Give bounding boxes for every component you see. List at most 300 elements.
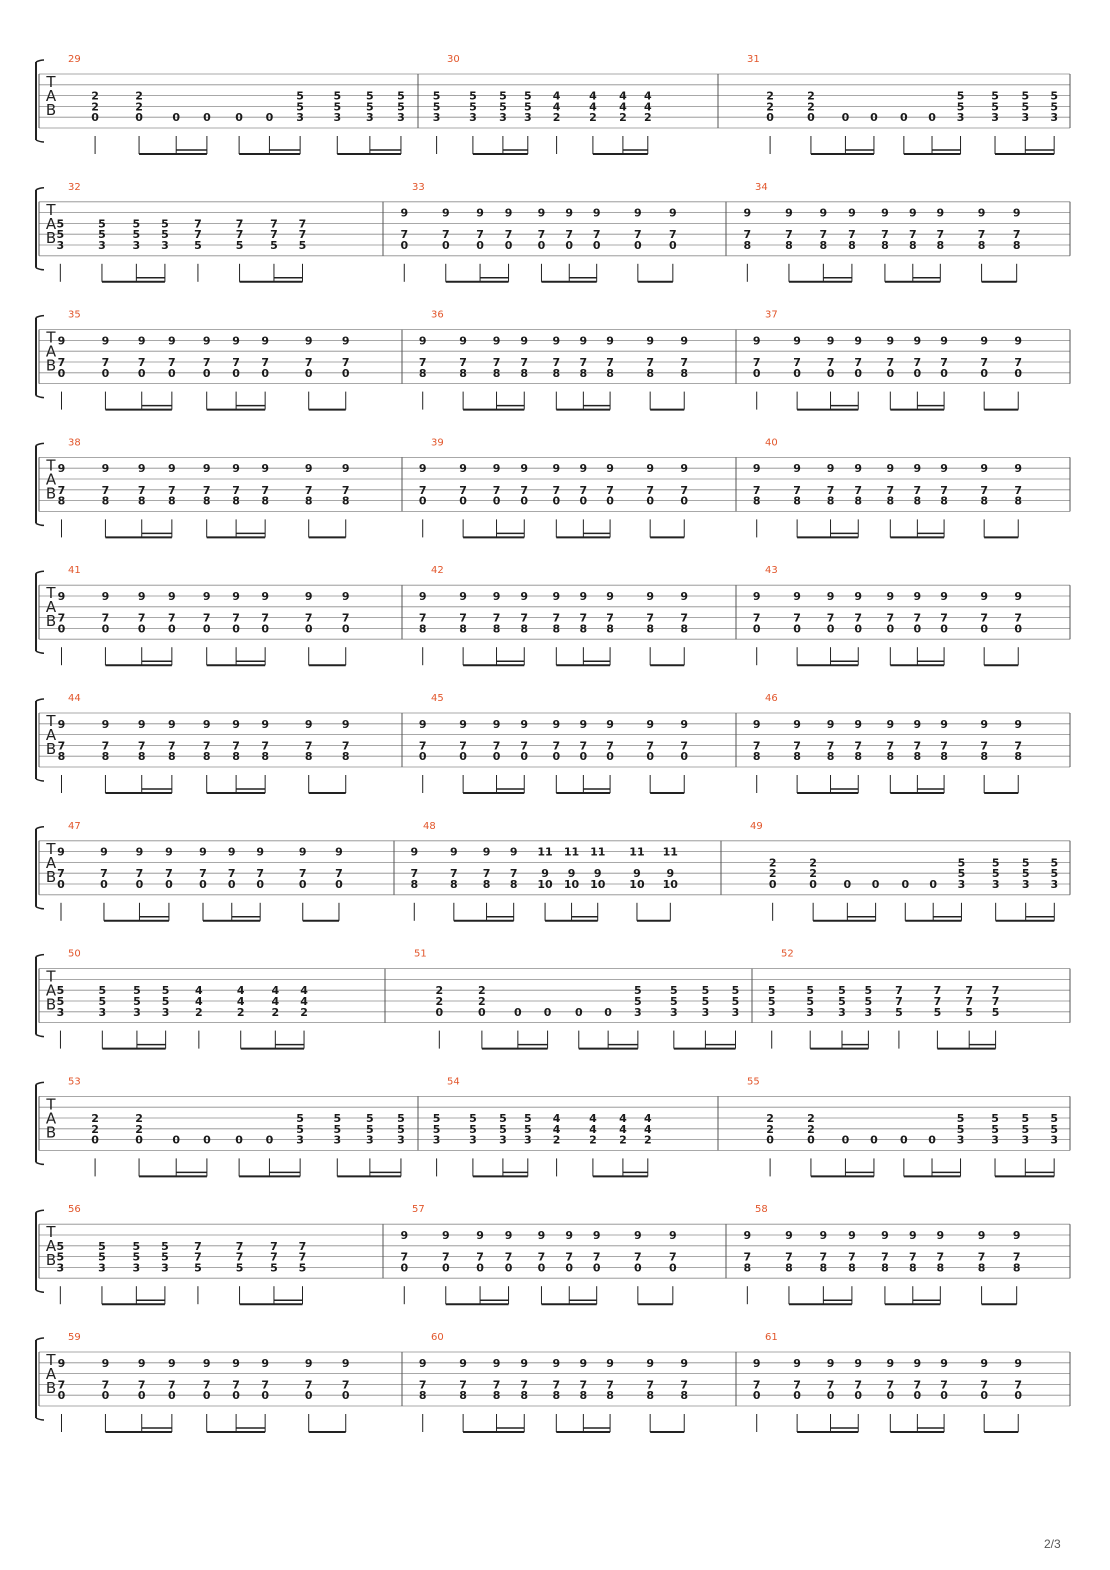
fret-number: 4 (552, 1112, 561, 1125)
measure-number: 49 (750, 820, 763, 832)
fret-number: 5 (767, 995, 776, 1008)
fret-number: 7 (1012, 228, 1021, 242)
system-bracket-bottom (36, 907, 44, 909)
fret-number: 9 (940, 462, 948, 476)
fret-number: 5 (499, 1112, 507, 1125)
fret-number: 0 (766, 111, 774, 125)
fret-number: 7 (606, 483, 614, 497)
fret-number: 7 (341, 739, 350, 753)
fret-number: 9 (202, 717, 211, 731)
fret-number: 8 (819, 239, 828, 252)
measure-number: 53 (68, 1076, 81, 1088)
fret-number: 0 (418, 750, 427, 764)
fret-number: 8 (579, 366, 588, 380)
fret-number: 0 (341, 1389, 350, 1403)
system-bracket-top (36, 1210, 44, 1212)
fret-number: 5 (701, 984, 710, 998)
fret-number: 8 (492, 622, 501, 636)
fret-number: 3 (132, 1261, 141, 1275)
fret-number: 5 (397, 1112, 405, 1125)
fret-number: 5 (864, 995, 873, 1008)
fret-number: 0 (304, 366, 313, 380)
fret-number: 7 (1014, 1378, 1023, 1392)
fret-number: 3 (1021, 878, 1030, 891)
tab-clef-letter: A (45, 470, 57, 489)
fret-number: 0 (843, 878, 852, 891)
fret-number: 3 (98, 1261, 106, 1275)
tab-clef-letter: T (46, 200, 56, 219)
fret-number: 9 (848, 206, 856, 220)
tab-clef-letter: B (45, 995, 57, 1014)
fret-number: 0 (256, 878, 264, 891)
fret-number: 7 (991, 995, 1000, 1008)
fret-number: 4 (619, 1122, 627, 1136)
fret-number: 9 (552, 1356, 561, 1370)
fret-number: 9 (418, 462, 427, 476)
fret-number: 7 (886, 1378, 895, 1392)
fret-number: 9 (913, 1356, 922, 1370)
fret-number: 9 (168, 334, 176, 348)
fret-number: 5 (991, 1122, 999, 1136)
fret-number: 8 (980, 750, 988, 764)
fret-number: 9 (936, 1229, 945, 1242)
fret-number: 9 (606, 334, 614, 348)
fret-number: 7 (261, 739, 269, 753)
fret-number: 7 (165, 867, 173, 881)
fret-number: 9 (680, 590, 689, 603)
fret-number: 8 (520, 622, 529, 636)
fret-number: 9 (261, 717, 269, 731)
fret-number: 7 (418, 356, 427, 369)
fret-number: 9 (261, 334, 269, 348)
fret-number: 7 (793, 1378, 801, 1392)
fret-number: 9 (940, 1356, 948, 1370)
fret-number: 9 (593, 867, 602, 881)
fret-number: 9 (634, 1229, 642, 1242)
fret-number: 5 (895, 1005, 903, 1019)
fret-number: 4 (271, 984, 280, 998)
fret-number: 7 (646, 739, 654, 753)
fret-number: 7 (785, 228, 793, 242)
fret-number: 9 (227, 845, 236, 859)
fret-number: 5 (991, 89, 999, 103)
fret-number: 0 (202, 622, 211, 636)
fret-number: 9 (886, 462, 895, 476)
fret-number: 9 (793, 590, 801, 603)
system-bracket-bottom (36, 268, 44, 270)
fret-number: 7 (418, 739, 427, 753)
fret-number: 5 (523, 89, 532, 103)
fret-number: 7 (579, 483, 588, 497)
fret-number: 0 (492, 750, 501, 764)
fret-number: 7 (137, 739, 146, 753)
fret-number: 9 (634, 206, 642, 220)
fret-number: 9 (1014, 1356, 1023, 1370)
fret-number: 9 (232, 334, 240, 348)
fret-number: 9 (199, 845, 207, 859)
page-number: 2/3 (1044, 1537, 1061, 1551)
fret-number: 8 (57, 494, 66, 508)
fret-number: 4 (552, 100, 561, 114)
fret-number: 10 (563, 878, 580, 891)
fret-number: 5 (98, 1250, 106, 1264)
fret-number: 2 (435, 984, 444, 998)
measure-number: 44 (68, 693, 81, 704)
fret-number: 9 (57, 334, 66, 348)
fret-number: 7 (400, 228, 409, 242)
fret-number: 8 (57, 750, 66, 764)
fret-number: 7 (261, 483, 269, 497)
fret-number: 7 (980, 356, 988, 369)
tab-clef-letter: A (45, 1365, 57, 1383)
fret-number: 8 (785, 239, 793, 252)
fret-number: 7 (57, 356, 66, 369)
fret-number: 7 (232, 739, 240, 753)
fret-number: 4 (236, 984, 245, 998)
fret-number: 5 (56, 984, 65, 998)
fret-number: 9 (552, 462, 561, 476)
fret-number: 9 (137, 590, 146, 603)
fret-number: 5 (133, 995, 141, 1008)
fret-number: 7 (743, 228, 752, 242)
fret-number: 5 (1050, 1122, 1058, 1136)
fret-number: 7 (520, 356, 529, 369)
fret-number: 0 (232, 622, 240, 636)
fret-number: 2 (589, 111, 597, 125)
fret-number: 9 (854, 590, 863, 603)
fret-number: 0 (235, 1133, 243, 1147)
fret-number: 9 (854, 462, 863, 476)
fret-number: 0 (901, 878, 910, 891)
fret-number: 0 (854, 366, 863, 380)
fret-number: 2 (643, 1133, 652, 1147)
fret-number: 7 (270, 1250, 278, 1264)
fret-number: 7 (913, 611, 922, 625)
fret-number: 7 (743, 1250, 752, 1264)
fret-number: 2 (768, 856, 777, 870)
fret-number: 5 (523, 100, 532, 114)
system-bracket-top (36, 1082, 44, 1084)
fret-number: 8 (680, 1389, 689, 1403)
fret-number: 5 (432, 1112, 441, 1125)
fret-number: 9 (410, 845, 419, 859)
fret-number: 7 (552, 356, 561, 369)
fret-number: 7 (669, 1250, 677, 1264)
fret-number: 2 (135, 1122, 143, 1136)
fret-number: 7 (886, 483, 895, 497)
fret-number: 0 (980, 366, 988, 380)
fret-number: 7 (261, 611, 269, 625)
fret-number: 9 (908, 1229, 917, 1242)
fret-number: 5 (864, 984, 873, 998)
fret-number: 9 (492, 1356, 501, 1370)
fret-number: 9 (135, 845, 144, 859)
fret-number: 3 (499, 111, 507, 125)
fret-number: 5 (1021, 89, 1030, 103)
fret-number: 9 (304, 717, 313, 731)
fret-number: 9 (1014, 717, 1023, 731)
fret-number: 3 (956, 1133, 965, 1147)
fret-number: 3 (499, 1133, 507, 1147)
fret-number: 4 (619, 1112, 627, 1125)
fret-number: 7 (235, 228, 244, 242)
fret-number: 4 (300, 984, 308, 998)
tab-clef-letter: A (45, 1237, 57, 1256)
fret-number: 8 (261, 494, 269, 508)
fret-number: 8 (410, 878, 419, 891)
fret-number: 2 (807, 1122, 815, 1136)
fret-number: 0 (680, 750, 689, 764)
fret-number: 7 (202, 739, 211, 753)
fret-number: 3 (864, 1005, 873, 1019)
fret-number: 7 (137, 1378, 146, 1392)
fret-number: 3 (161, 1005, 170, 1019)
tab-clef-letter: B (45, 1379, 57, 1397)
fret-number: 7 (520, 611, 529, 625)
fret-number: 7 (194, 217, 202, 231)
fret-number: 4 (552, 89, 561, 103)
measure-number: 33 (412, 181, 425, 193)
fret-number: 0 (537, 239, 546, 252)
measure-number: 52 (781, 948, 794, 960)
fret-number: 9 (101, 462, 110, 476)
fret-number: 9 (908, 206, 917, 220)
fret-number: 9 (232, 590, 240, 603)
fret-number: 7 (520, 739, 529, 753)
fret-number: 0 (543, 1005, 552, 1019)
fret-number: 5 (731, 995, 740, 1008)
fret-number: 7 (854, 356, 863, 369)
fret-number: 7 (552, 1378, 561, 1392)
fret-number: 9 (579, 462, 588, 476)
fret-number: 5 (98, 217, 106, 231)
fret-number: 9 (913, 590, 922, 603)
fret-number: 9 (168, 462, 176, 476)
fret-number: 2 (766, 1122, 774, 1136)
measure-number: 61 (765, 1332, 778, 1343)
fret-number: 7 (459, 739, 467, 753)
tab-clef-letter: B (45, 867, 57, 886)
fret-number: 0 (646, 494, 654, 508)
fret-number: 5 (523, 1122, 532, 1136)
fret-number: 0 (592, 1261, 601, 1275)
fret-number: 7 (304, 356, 313, 369)
fret-number: 0 (793, 366, 801, 380)
fret-number: 9 (1014, 590, 1023, 603)
fret-number: 0 (680, 494, 689, 508)
fret-number: 3 (333, 111, 342, 125)
fret-number: 0 (669, 1261, 677, 1275)
fret-number: 3 (806, 1005, 815, 1019)
fret-number: 7 (492, 356, 501, 369)
fret-number: 9 (752, 590, 761, 603)
system-bracket-bottom (36, 1035, 44, 1037)
fret-number: 3 (397, 111, 405, 125)
fret-number: 5 (499, 100, 507, 114)
fret-number: 8 (202, 750, 211, 764)
fret-number: 9 (492, 462, 501, 476)
fret-number: 9 (341, 462, 350, 476)
fret-number: 0 (172, 1133, 181, 1147)
fret-number: 5 (132, 228, 141, 242)
fret-number: 9 (168, 1356, 176, 1370)
fret-number: 7 (341, 611, 350, 625)
fret-number: 0 (870, 1133, 878, 1147)
measure-number: 38 (68, 437, 81, 449)
fret-number: 7 (261, 356, 269, 369)
fret-number: 8 (520, 1389, 529, 1403)
fret-number: 9 (881, 1229, 889, 1242)
fret-number: 8 (232, 494, 240, 508)
fret-number: 9 (137, 1356, 146, 1370)
fret-number: 7 (298, 1250, 307, 1264)
fret-number: 2 (195, 1005, 203, 1019)
fret-number: 5 (1021, 1112, 1030, 1125)
fret-number: 9 (509, 845, 518, 859)
fret-number: 7 (552, 611, 561, 625)
fret-number: 9 (977, 1229, 986, 1242)
measure-number: 39 (431, 437, 444, 449)
fret-number: 7 (168, 1378, 176, 1392)
fret-number: 5 (296, 1112, 304, 1125)
fret-number: 9 (565, 1229, 574, 1242)
fret-number: 9 (100, 845, 108, 859)
fret-number: 7 (752, 483, 761, 497)
fret-number: 9 (137, 334, 146, 348)
fret-number: 0 (137, 1389, 146, 1403)
fret-number: 5 (161, 984, 170, 998)
tab-clef-letter: A (45, 342, 57, 361)
fret-number: 7 (304, 1378, 313, 1392)
system-bracket-top (36, 827, 44, 829)
fret-number: 7 (1014, 611, 1023, 625)
measure-number: 46 (765, 693, 778, 704)
fret-number: 9 (680, 1356, 689, 1370)
fret-number: 9 (57, 717, 66, 731)
fret-number: 7 (270, 1239, 278, 1253)
fret-number: 8 (341, 494, 350, 508)
fret-number: 7 (940, 1378, 948, 1392)
tab-clef-letter: B (45, 101, 57, 119)
fret-number: 5 (1021, 856, 1030, 870)
fret-number: 8 (940, 750, 948, 764)
fret-number: 2 (135, 100, 143, 114)
fret-number: 5 (1021, 867, 1030, 881)
fret-number: 7 (552, 739, 561, 753)
fret-number: 5 (956, 1122, 965, 1136)
fret-number: 0 (980, 622, 988, 636)
fret-number: 7 (991, 984, 1000, 998)
fret-number: 9 (57, 590, 66, 603)
system-bracket-top (36, 955, 44, 957)
fret-number: 0 (476, 239, 484, 252)
fret-number: 9 (341, 1356, 350, 1370)
measure-number: 37 (765, 309, 778, 321)
fret-number: 0 (870, 111, 878, 125)
fret-number: 7 (980, 739, 988, 753)
fret-number: 8 (492, 366, 501, 380)
fret-number: 9 (669, 206, 677, 220)
fret-number: 0 (261, 1389, 269, 1403)
fret-number: 9 (476, 206, 484, 220)
fret-number: 8 (418, 366, 427, 380)
measure-number: 47 (68, 820, 81, 832)
fret-number: 7 (101, 483, 110, 497)
fret-number: 9 (848, 1229, 856, 1242)
fret-number: 4 (195, 984, 203, 998)
fret-number: 9 (520, 1356, 529, 1370)
fret-number: 7 (304, 739, 313, 753)
fret-number: 4 (589, 1112, 597, 1125)
fret-number: 3 (133, 1005, 141, 1019)
fret-number: 4 (619, 89, 627, 103)
fret-number: 8 (552, 622, 561, 636)
fret-number: 7 (565, 228, 574, 242)
fret-number: 7 (335, 867, 343, 881)
fret-number: 3 (366, 111, 374, 125)
fret-number: 9 (977, 206, 986, 220)
fret-number: 9 (520, 462, 529, 476)
fret-number: 9 (232, 1356, 240, 1370)
fret-number: 5 (957, 867, 966, 881)
fret-number: 9 (913, 462, 922, 476)
fret-number: 3 (98, 239, 106, 252)
fret-number: 7 (168, 356, 176, 369)
fret-number: 9 (520, 334, 529, 348)
fret-number: 5 (366, 100, 374, 114)
fret-number: 9 (418, 334, 427, 348)
fret-number: 8 (579, 1389, 588, 1403)
fret-number: 0 (886, 1389, 895, 1403)
fret-number: 2 (91, 89, 99, 103)
fret-number: 11 (662, 845, 678, 859)
fret-number: 7 (752, 739, 761, 753)
fret-number: 0 (478, 1005, 486, 1019)
fret-number: 0 (202, 366, 211, 380)
fret-number: 3 (634, 1005, 642, 1019)
fret-number: 10 (590, 878, 606, 891)
fret-number: 3 (991, 878, 1000, 891)
fret-number: 7 (194, 1250, 202, 1264)
fret-number: 9 (520, 590, 529, 603)
fret-number: 8 (680, 622, 689, 636)
fret-number: 5 (767, 984, 776, 998)
fret-number: 9 (886, 334, 895, 348)
fret-number: 2 (478, 995, 486, 1008)
fret-number: 2 (91, 1112, 99, 1125)
fret-number: 9 (1012, 1229, 1021, 1242)
fret-number: 9 (137, 717, 146, 731)
system-bracket-top (36, 1338, 44, 1340)
fret-number: 7 (202, 1378, 211, 1392)
fret-number: 5 (670, 995, 678, 1008)
fret-number: 9 (826, 590, 835, 603)
fret-number: 0 (826, 622, 835, 636)
fret-number: 7 (298, 228, 307, 242)
fret-number: 0 (202, 1389, 211, 1403)
fret-number: 9 (418, 1356, 427, 1370)
fret-number: 7 (854, 1378, 863, 1392)
measure-number: 59 (68, 1332, 81, 1343)
fret-number: 0 (807, 1133, 815, 1147)
fret-number: 7 (476, 228, 484, 242)
fret-number: 0 (752, 1389, 761, 1403)
measure-number: 41 (68, 565, 81, 577)
fret-number: 7 (913, 1378, 922, 1392)
fret-number: 7 (895, 984, 903, 998)
fret-number: 5 (469, 89, 477, 103)
fret-number: 0 (135, 878, 144, 891)
